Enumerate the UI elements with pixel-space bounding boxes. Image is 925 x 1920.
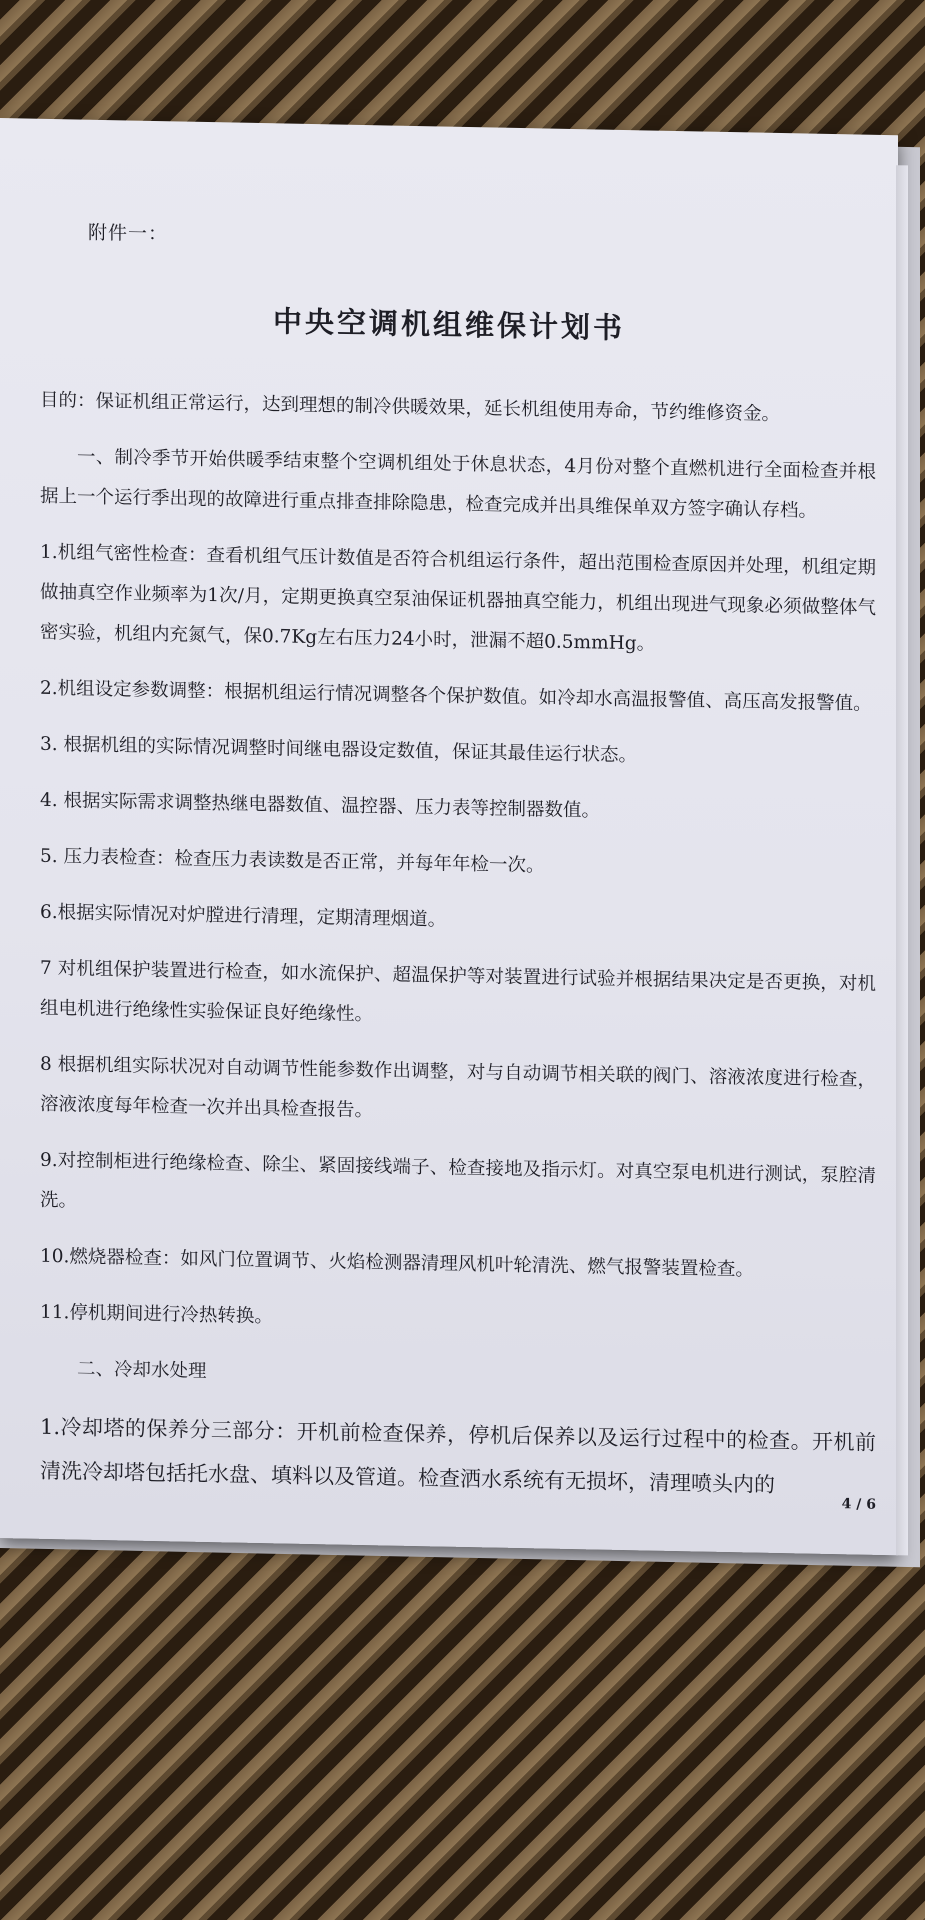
paragraph-item-2: 2.机组设定参数调整：根据机组运行情况调整各个保护数值。如冷却水高温报警值、高压高发报警值。 bbox=[40, 677, 872, 715]
page-number: 4 / 6 bbox=[841, 1496, 876, 1513]
paragraph-item-9: 9.对控制柜进行绝缘检查、除尘、紧固接线端子、检查接地及指示灯。对真空泵电机进行测试，泵腔清洗。 bbox=[40, 1149, 876, 1212]
document-title: 中央空调机组维保计划书 bbox=[272, 304, 625, 346]
document-page bbox=[0, 118, 898, 1555]
paragraph-section-1: 一、制冷季节开始供暖季结束整个空调机组处于休息状态，4月份对整个直燃机进行全面检查并根据上一个运行季出现的故障进行重点排查排除隐患，检查完成并出具维保单双方签字确认存档。 bbox=[40, 446, 876, 522]
paragraph-item-5: 5. 压力表检查：检查压力表读数是否正常，并每年年检一次。 bbox=[40, 845, 545, 877]
paragraph-item-1: 1.机组气密性检查：查看机组气压计数值是否符合机组运行条件，超出范围检查原因并处理，机组定期做抽真空作业频率为1次/月，定期更换真空泵油保证机器抽真空能力，机组出现进气现象必须做整体气密实验，机组内充氮气，保0.7Kg左右压力24小时，泄漏不超0.5mmHg。 bbox=[40, 541, 876, 655]
paragraph-item-3: 3. 根据机组的实际情况调整时间继电器设定数值，保证其最佳运行状态。 bbox=[40, 733, 638, 767]
next-page-edge bbox=[896, 165, 908, 1555]
document-body bbox=[40, 381, 876, 1525]
paragraph-item-11: 11.停机期间进行冷热转换。 bbox=[40, 1301, 273, 1328]
paragraph-item-4: 4. 根据实际需求调整热继电器数值、温控器、压力表等控制器数值。 bbox=[40, 789, 601, 822]
attachment-label: 附件一： bbox=[88, 221, 169, 246]
paragraph-item-8: 8 根据机组实际状况对自动调节性能参数作出调整，对与自动调节相关联的阀门、溶液浓度进行检查，溶液浓度每年检查一次并出具检查报告。 bbox=[40, 1053, 876, 1122]
paragraph-item-6: 6.根据实际情况对炉膛进行清理，定期清理烟道。 bbox=[40, 901, 447, 931]
paragraph-section-2: 二、冷却水处理 bbox=[77, 1358, 207, 1382]
paragraph-item-7: 7 对机组保护装置进行检查，如水流保护、超温保护等对装置进行试验并根据结果决定是否更换，对机组电机进行绝缘性实验保证良好绝缘性。 bbox=[40, 957, 876, 1026]
paragraph-cooling-tower: 1.冷却塔的保养分三部分：开机前检查保养，停机后保养以及运行过程中的检查。开机前清洗冷却塔包括托水盘、填料以及管道。检查洒水系统有无损坏，清理喷头内的 bbox=[40, 1414, 876, 1497]
paragraph-item-10: 10.燃烧器检查：如风门位置调节、火焰检测器清理风机叶轮清洗、燃气报警装置检查。 bbox=[40, 1245, 754, 1281]
paragraph-purpose: 目的：保证机组正常运行，达到理想的制冷供暖效果，延长机组使用寿命，节约维修资金。 bbox=[40, 389, 781, 425]
